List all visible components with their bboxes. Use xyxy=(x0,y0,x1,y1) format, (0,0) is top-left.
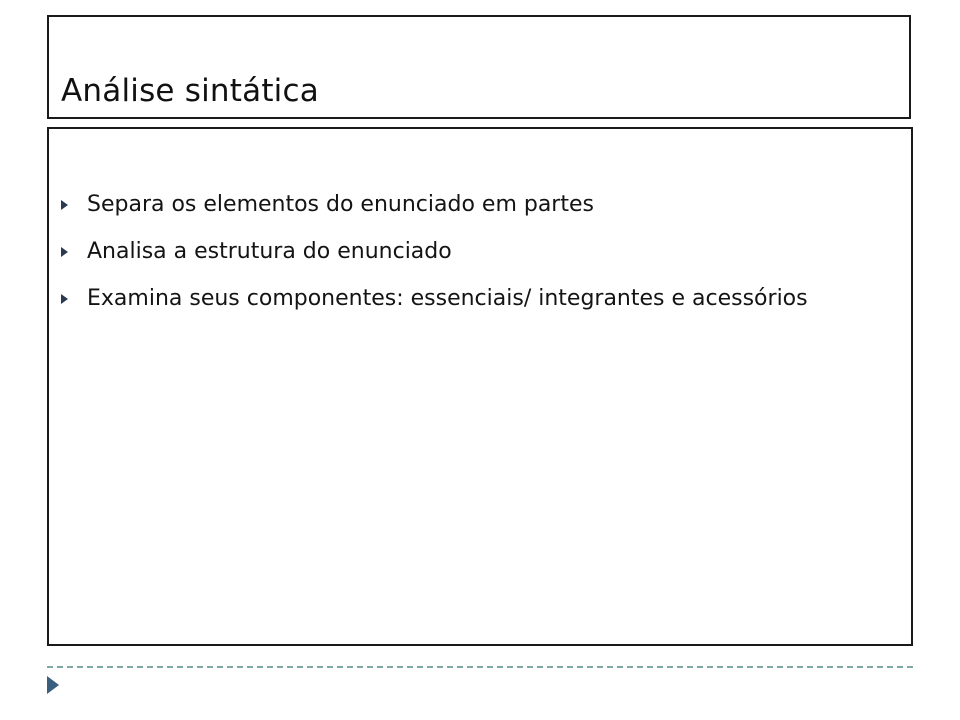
triangle-right-icon xyxy=(61,200,68,210)
footer-divider xyxy=(47,666,913,668)
content-placeholder[interactable] xyxy=(47,127,913,646)
bullet-item xyxy=(49,283,869,314)
bullet-text: Analisa a estrutura do enunciado xyxy=(87,239,452,264)
footer-arrow-icon xyxy=(47,676,59,694)
slide-title: Análise sintática xyxy=(61,73,319,109)
bullet-item xyxy=(49,236,869,267)
title-placeholder[interactable] xyxy=(47,15,911,119)
bullet-list xyxy=(49,189,869,330)
triangle-right-icon xyxy=(61,247,68,257)
bullet-text: Examina seus componentes: essenciais/ integrantes e acessórios xyxy=(87,286,808,311)
bullet-item xyxy=(49,189,869,220)
bullet-text: Separa os elementos do enunciado em partes xyxy=(87,192,594,217)
triangle-right-icon xyxy=(61,294,68,304)
